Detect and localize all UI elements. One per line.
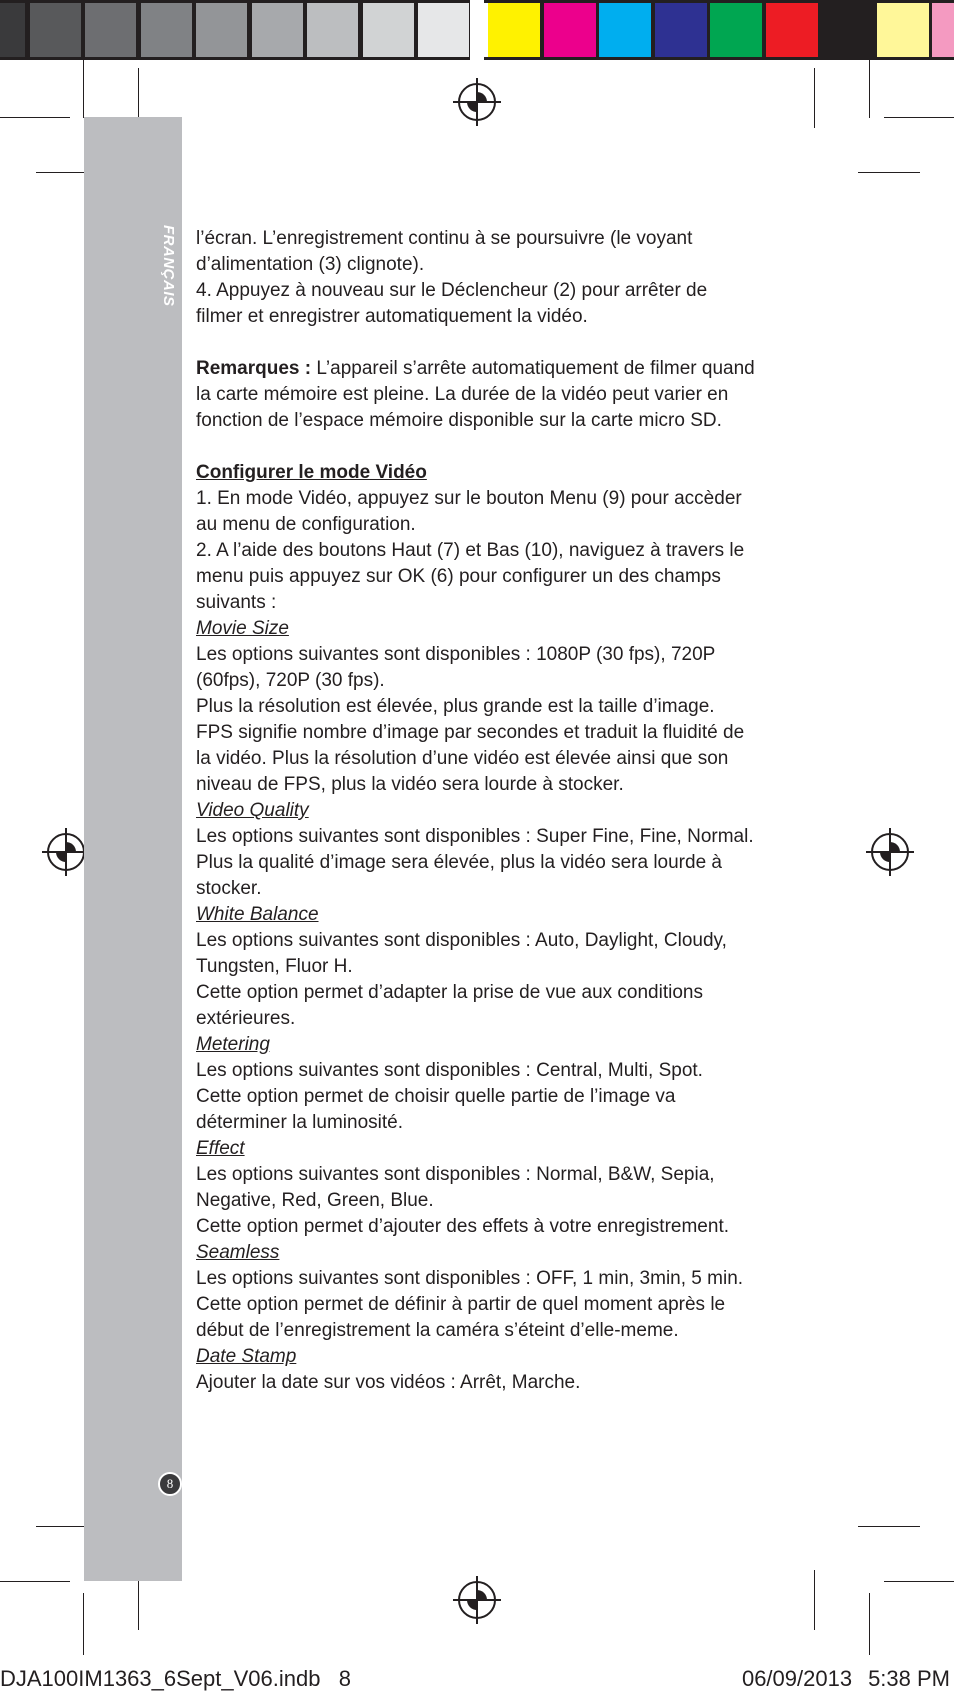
color-swatch: [932, 3, 954, 57]
option-values-date-stamp: Ajouter la date sur vos vidéos : Arrêt, Marche.: [196, 1372, 581, 1393]
crop-mark: [814, 1570, 815, 1630]
color-swatch: [196, 3, 247, 57]
option-title-video-quality: Video Quality: [196, 800, 309, 821]
slug-date: 06/09/2013: [741, 1666, 853, 1691]
crop-mark: [858, 172, 920, 173]
remarks-paragraph: [196, 356, 756, 434]
crop-mark: [83, 60, 84, 118]
remarks-label: Remarques :: [196, 358, 312, 379]
option-title-white-balance: White Balance: [196, 904, 319, 925]
crop-mark: [83, 1593, 84, 1655]
crop-mark: [858, 1526, 920, 1527]
config-step-2: 2. A l’aide des boutons Haut (7) et Bas (10), naviguez à travers le menu puis appuyez sur OK (6) pour configurer un des champs suivants :: [196, 540, 745, 613]
color-swatch: [30, 3, 81, 57]
option-values-movie-size: Les options suivantes sont disponibles : 1080P (30 fps), 720P (60fps), 720P (30 fps).: [196, 644, 715, 691]
language-label: FRANÇAIS: [160, 225, 177, 307]
page-number-badge: 8: [158, 1472, 182, 1496]
registration-mark-icon: [866, 828, 914, 876]
crop-mark: [0, 1581, 70, 1582]
option-description-movie-size: Plus la résolution est élevée, plus grande est la taille d’image. FPS signifie nombre d’image par secondes et traduit la fluidité de la vidéo. Plus la résolution d’une vidéo est élevée ainsi que son niveau de FPS, plus la vidéo sera lourde à stocker.: [196, 696, 745, 795]
option-description-white-balance: Cette option permet d’adapter la prise de vue aux conditions extérieures.: [196, 982, 703, 1029]
remarks-text: L’appareil s’arrête automatiquement de filmer quand la carte mémoire est pleine. La durée de la vidéo peut varier en fonction de l’espace mémoire disponible sur la carte micro SD.: [196, 358, 755, 431]
color-swatch: [655, 3, 707, 57]
color-swatch: [85, 3, 136, 57]
printer-color-bar: [0, 0, 954, 60]
crop-mark: [869, 60, 870, 118]
slug-file-name: DJA100IM1363_6Sept_V06.indb 8: [0, 1666, 352, 1691]
color-swatch: [877, 3, 929, 57]
section-heading: Configurer le mode Vidéo: [196, 462, 427, 483]
registration-mark-icon: [453, 1576, 501, 1624]
registration-mark-icon: [453, 78, 501, 126]
slug-time: 5:38 PM: [868, 1666, 950, 1691]
language-side-strip: [84, 117, 182, 1581]
crop-mark: [869, 1593, 870, 1655]
paragraph-intro-continued: l’écran. L’enregistrement continu à se poursuivre (le voyant d’alimentation (3) clignote).: [196, 228, 693, 275]
option-title-effect: Effect: [196, 1138, 245, 1159]
paragraph-step-4: 4. Appuyez à nouveau sur le Déclencheur (2) pour arrêter de filmer et enregistrer automatiquement la vidéo.: [196, 280, 708, 327]
option-description-seamless: Cette option permet de définir à partir de quel moment après le début de l’enregistrement la caméra s’éteint d’elle-meme.: [196, 1294, 726, 1341]
option-description-video-quality: Plus la qualité d’image sera élevée, plus la vidéo sera lourde à stocker.: [196, 852, 722, 899]
color-swatch: [821, 3, 873, 57]
option-title-seamless: Seamless: [196, 1242, 280, 1263]
color-swatch: [488, 3, 540, 57]
color-swatch: [766, 3, 818, 57]
crop-mark: [814, 68, 815, 128]
color-swatch: [141, 3, 192, 57]
option-values-seamless: Les options suivantes sont disponibles : OFF, 1 min, 3min, 5 min.: [196, 1268, 744, 1289]
color-swatch: [599, 3, 651, 57]
crop-mark: [884, 1581, 954, 1582]
option-description-effect: Cette option permet d’ajouter des effets à votre enregistrement.: [196, 1216, 730, 1237]
option-title-date-stamp: Date Stamp: [196, 1346, 297, 1367]
option-title-metering: Metering: [196, 1034, 270, 1055]
option-values-metering: Les options suivantes sont disponibles : Central, Multi, Spot.: [196, 1060, 703, 1081]
option-title-movie-size: Movie Size: [196, 618, 289, 639]
crop-mark: [884, 117, 954, 118]
color-swatch: [307, 3, 358, 57]
color-swatch: [363, 3, 414, 57]
config-step-1: 1. En mode Vidéo, appuyez sur le bouton Menu (9) pour accèder au menu de configuration.: [196, 488, 742, 535]
color-swatch: [710, 3, 762, 57]
color-swatch: [252, 3, 303, 57]
registration-mark-icon: [42, 828, 90, 876]
slug-timestamp: [726, 1666, 950, 1692]
option-description-metering: Cette option permet de choisir quelle partie de l’image va déterminer la luminosité.: [196, 1086, 676, 1133]
option-values-white-balance: Les options suivantes sont disponibles : Auto, Daylight, Cloudy, Tungsten, Fluor H.: [196, 930, 727, 977]
manual-text-column: [196, 226, 756, 1396]
color-swatch: [0, 3, 25, 57]
color-swatch: [418, 3, 469, 57]
option-values-video-quality: Les options suivantes sont disponibles : Super Fine, Fine, Normal.: [196, 826, 754, 847]
color-swatch: [544, 3, 596, 57]
crop-mark: [0, 117, 70, 118]
option-values-effect: Les options suivantes sont disponibles : Normal, B&W, Sepia, Negative, Red, Green, Blue.: [196, 1164, 715, 1211]
